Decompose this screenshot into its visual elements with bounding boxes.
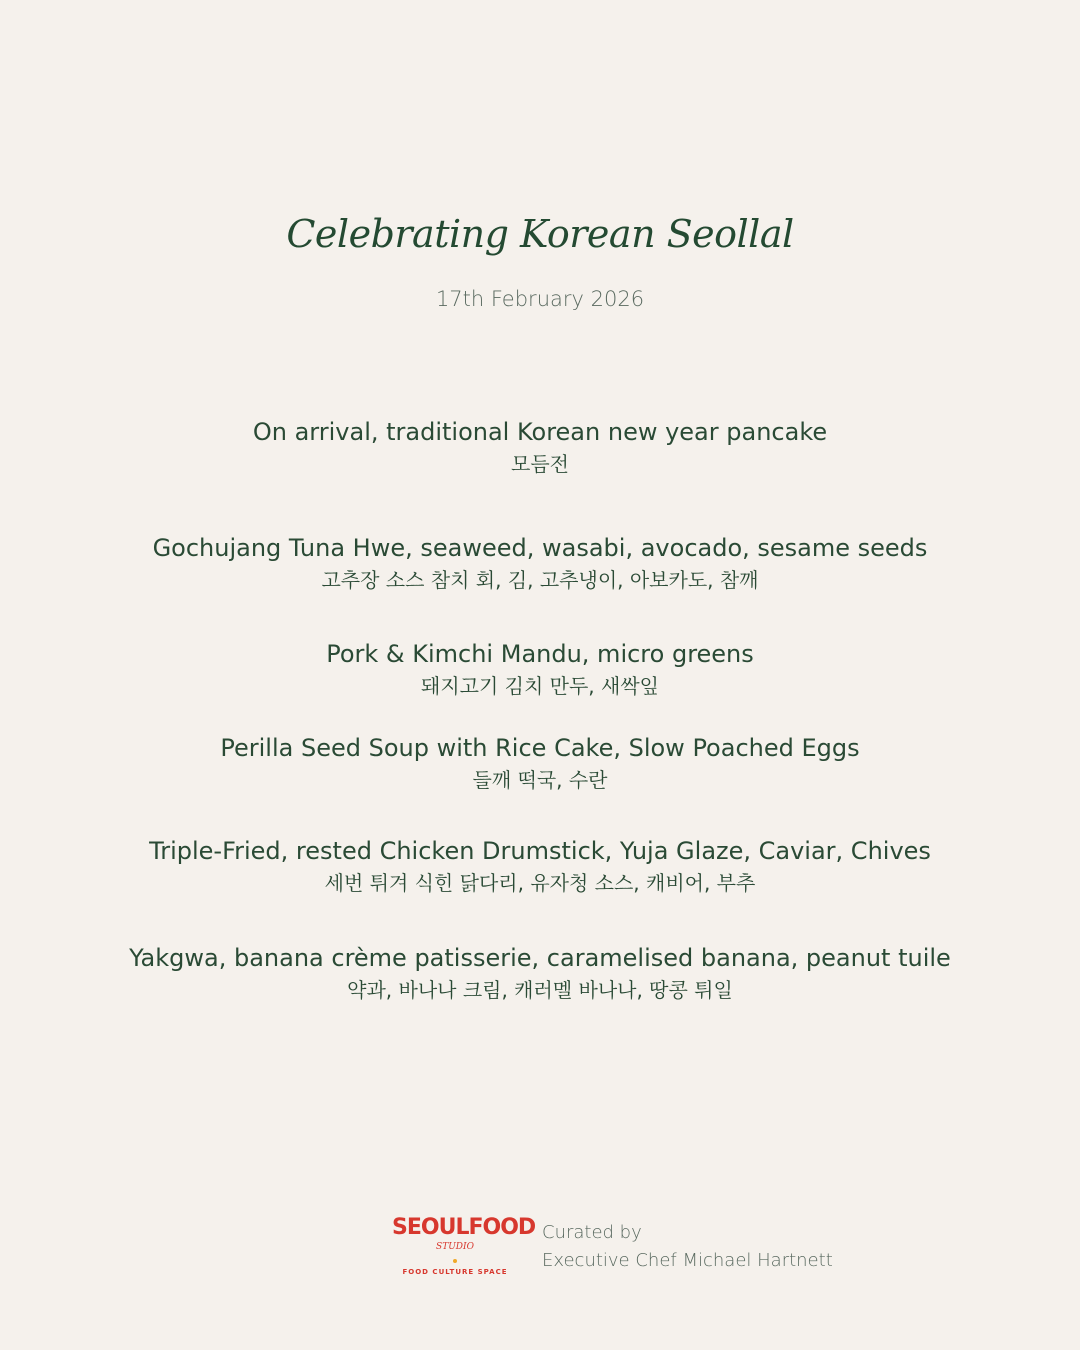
- course-english: Pork & Kimchi Mandu, micro greens: [326, 640, 754, 668]
- logo-studio: STUDIO: [436, 1242, 474, 1252]
- course-korean: 모듬전: [511, 452, 569, 476]
- course-korean: 세번 튀겨 식힌 닭다리, 유자청 소스, 캐비어, 부추: [324, 871, 756, 895]
- course-2: [0, 533, 1080, 595]
- course-5: [0, 836, 1080, 898]
- logo-tagline: FOOD CULTURE SPACE: [402, 1268, 508, 1276]
- logo-dot-icon: [453, 1259, 457, 1263]
- course-4: [0, 733, 1080, 795]
- curated-by-label: Curated by: [542, 1222, 642, 1243]
- course-english: On arrival, traditional Korean new year pancake: [252, 418, 828, 446]
- course-korean: 들깨 떡국, 수란: [472, 768, 608, 792]
- curator-credit: [542, 1219, 833, 1275]
- course-english: Yakgwa, banana crème patisserie, caramelised banana, peanut tuile: [129, 944, 951, 972]
- course-korean: 약과, 바나나 크림, 캐러멜 바나나, 땅콩 튀일: [347, 978, 733, 1002]
- course-korean: 돼지고기 김치 만두, 새싹잎: [421, 674, 659, 698]
- logo-wordmark: SEOULFOOD: [392, 1215, 536, 1240]
- course-english: Gochujang Tuna Hwe, seaweed, wasabi, avocado, sesame seeds: [152, 534, 928, 562]
- course-3: [0, 639, 1080, 701]
- footer: [392, 1215, 832, 1295]
- chef-name: Executive Chef Michael Hartnett: [542, 1250, 833, 1271]
- course-english: Triple-Fried, rested Chicken Drumstick, Yuja Glaze, Caviar, Chives: [149, 837, 931, 865]
- course-english: Perilla Seed Soup with Rice Cake, Slow Poached Eggs: [220, 734, 860, 762]
- menu-title: Celebrating Korean Seollal: [286, 212, 794, 256]
- course-1: [0, 417, 1080, 479]
- menu-date: 17th February 2026: [435, 287, 645, 311]
- course-6: [0, 943, 1080, 1005]
- seoul-food-studio-logo: [392, 1215, 536, 1287]
- course-korean: 고추장 소스 참치 회, 김, 고추냉이, 아보카도, 참깨: [321, 568, 759, 592]
